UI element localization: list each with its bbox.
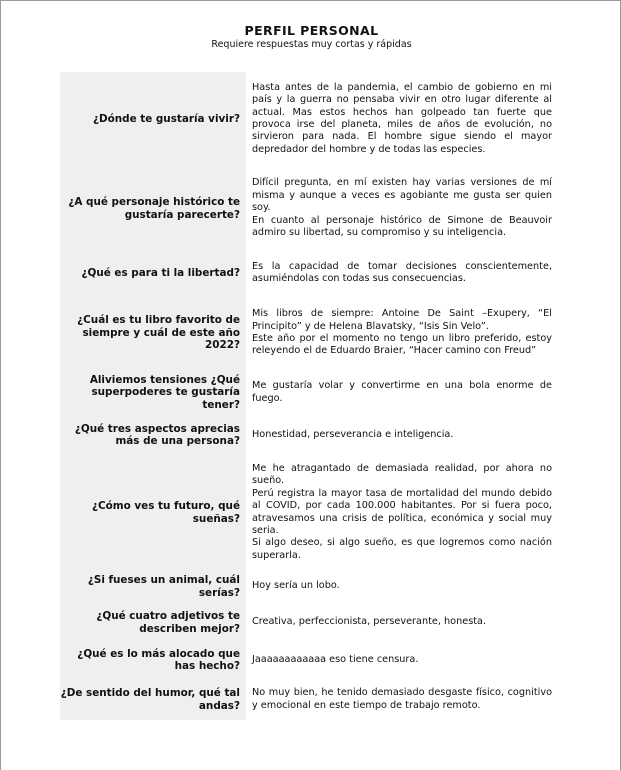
answer-cell (246, 251, 552, 295)
question-cell: ¿Si fueses un animal, cuál serías? (60, 569, 246, 604)
answer-paragraph: No muy bien, he tenido demasiado desgaste físico, cognitivo y emocional en este tiempo de trabajo remoto. (252, 687, 552, 711)
page-title: PERFIL PERSONAL (244, 23, 379, 38)
answer-cell (246, 72, 552, 166)
question-cell: ¿Qué es para ti la libertad? (60, 251, 246, 295)
question-cell: ¿Qué es lo más alocado que has hecho? (60, 641, 246, 679)
answer-cell (246, 295, 552, 371)
qa-row-humor (60, 679, 559, 720)
qa-row-alocado (60, 641, 559, 679)
answer-cell (246, 569, 552, 604)
question-cell: ¿Qué tres aspectos aprecias más de una persona? (60, 414, 246, 456)
answer-cell (246, 456, 552, 569)
qa-row-futuro (60, 456, 559, 569)
qa-row-personaje (60, 166, 559, 251)
question-cell: ¿Cómo ves tu futuro, qué sueñas? (60, 456, 246, 569)
qa-row-adjetivos (60, 604, 559, 641)
answer-paragraph: En cuanto al personaje histórico de Simone de Beauvoir admiro su libertad, su compromiso y su inteligencia. (252, 214, 552, 239)
qa-row-vivir (60, 72, 559, 166)
answer-cell (246, 414, 552, 456)
answer-paragraph: Hasta antes de la pandemia, el cambio de gobierno en mi país y la guerra no pensaba vivir en otro lugar diferente al actual. Mas estos hechos han golpeado tan fuerte que provoca irse del planeta, miles de años de evolución, no sirvieron para nada. El hombre sigue siendo el mayor depredador del hombre y de todas las especies. (252, 81, 552, 155)
answer-paragraph: Perú registra la mayor tasa de mortalidad del mundo debido al COVID, por cada 100.000 habitantes. Por si fuera poco, atravesamos una crisis de política, económica y social muy seria. (252, 487, 552, 536)
qa-row-animal (60, 569, 559, 604)
answer-cell (246, 166, 552, 251)
qa-row-libro (60, 295, 559, 371)
qa-row-superpoderes (60, 371, 559, 414)
answer-paragraph: Honestidad, perseverancia e inteligencia. (252, 428, 454, 440)
answer-cell (246, 371, 552, 414)
qa-row-libertad (60, 251, 559, 295)
answer-paragraph: Mis libros de siempre: Antoine De Saint –Exupery, “El Principito” y de Helena Blavatsky, “Isis Sin Velo”. (252, 308, 552, 332)
page-subtitle: Requiere respuestas muy cortas y rápidas (211, 39, 412, 50)
qa-table (60, 72, 559, 720)
question-cell: ¿De sentido del humor, qué tal andas? (60, 679, 246, 720)
question-cell: ¿Cuál es tu libro favorito de siempre y cuál de este año 2022? (60, 295, 246, 371)
answer-paragraph: Este año por el momento no tengo un libro preferido, estoy releyendo el de Eduardo Braier, “Hacer camino con Freud” (252, 333, 552, 357)
answer-paragraph: Me he atragantado de demasiada realidad, por ahora no sueño. (252, 462, 552, 487)
answer-paragraph: Hoy sería un lobo. (252, 580, 340, 592)
question-cell: ¿A qué personaje histórico te gustaría parecerte? (60, 166, 246, 251)
question-cell: ¿Qué cuatro adjetivos te describen mejor? (60, 604, 246, 641)
answer-paragraph: Creativa, perfeccionista, perseverante, honesta. (252, 616, 487, 628)
answer-paragraph: Es la capacidad de tomar decisiones conscientemente, asumiéndolas con todas sus consecuencias. (252, 260, 552, 284)
qa-row-aspectos (60, 414, 559, 456)
question-cell: ¿Dónde te gustaría vivir? (60, 72, 246, 166)
answer-paragraph: Jaaaaaaaaaaaa eso tiene censura. (252, 653, 419, 665)
answer-paragraph: Difícil pregunta, en mí existen hay varias versiones de mí misma y aunque a veces es agobiante me gusta ser quien soy. (252, 177, 552, 214)
answer-cell (246, 679, 552, 720)
answer-paragraph: Si algo deseo, si algo sueño, es que logremos como nación superarla. (252, 537, 552, 561)
question-cell: Aliviemos tensiones ¿Qué superpoderes te gustaría tener? (60, 371, 246, 414)
answer-paragraph: Me gustaría volar y convertirme en una bola enorme de fuego. (252, 380, 552, 404)
answer-cell (246, 641, 552, 679)
answer-cell (246, 604, 552, 641)
